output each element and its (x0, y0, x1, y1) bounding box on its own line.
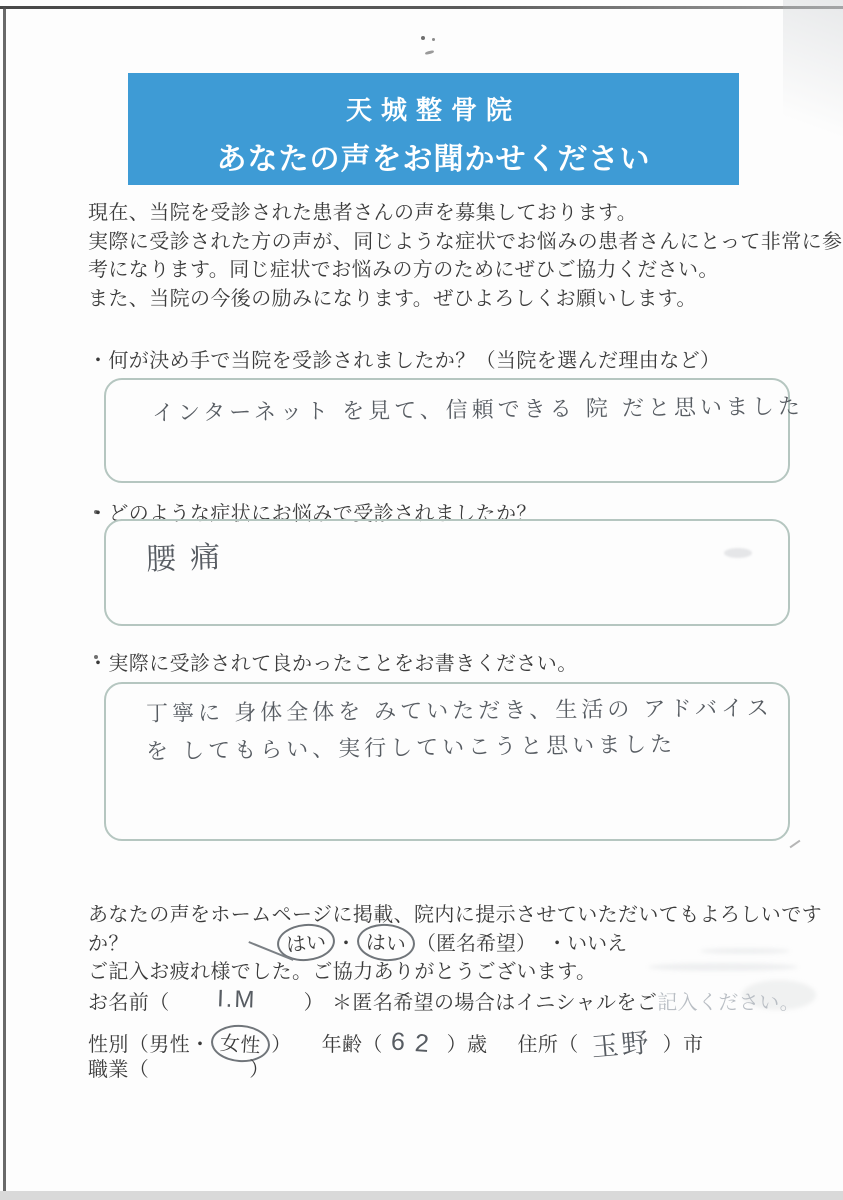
anonymous-note: （匿名希望） (416, 933, 536, 955)
scan-edge-left (3, 7, 6, 1192)
scan-edge-bottom (0, 1191, 843, 1200)
scan-corner-shade (783, 0, 843, 210)
dust-speck (790, 840, 801, 849)
occupation-label-open: 職業（ (88, 1059, 150, 1081)
option-separator: ・ (547, 933, 568, 955)
name-field (170, 985, 304, 1016)
anonymous-instruction-faded: 記入ください。 (657, 992, 801, 1014)
address-label-open: 住所（ (517, 1034, 579, 1056)
option-yes-label: はい (285, 931, 328, 957)
handwritten-name-initials: I.M (216, 985, 257, 1014)
intro-line: また、当院の今後の励みになります。ぜひよろしくお願いします。 (88, 287, 697, 310)
permission-question: あなたの声をホームページに掲載、院内に提示させていただいてもよろしいですか？ (88, 904, 822, 955)
gender-female-label: 女性 (219, 1032, 262, 1058)
option-separator: ・ (336, 933, 356, 955)
dust-speck (425, 50, 434, 55)
dust-speck (432, 38, 435, 41)
handwritten-address: 玉野 (589, 1027, 653, 1063)
age-label-open: 年齢（ (321, 1034, 383, 1056)
anonymous-instruction: ＊匿名希望の場合はイニシャルをご (332, 992, 658, 1014)
scan-edge-top (0, 6, 843, 9)
option-yes-anonymous-label: はい (365, 931, 407, 957)
occupation-label-close: ） (249, 1059, 270, 1081)
banner-title: あなたの声をお聞かせください (216, 143, 651, 176)
name-label-close: ） (303, 992, 325, 1014)
name-row (88, 986, 800, 1016)
scan-smudge (648, 963, 798, 971)
intro-line: 現在、当院を受診された患者さんの声を募集しております。 (88, 202, 638, 224)
intro-paragraph (88, 199, 842, 313)
handwritten-answer-3-line-1: 丁寧に 身体全体を みていただき、生活の アドバイス (145, 695, 773, 726)
address-label-close: ）市 (662, 1034, 704, 1056)
handwritten-age: 62 (389, 1027, 440, 1059)
handwritten-answer-2: 腰痛 (145, 540, 235, 577)
occupation-row (88, 1053, 270, 1082)
header-banner (128, 73, 739, 185)
question-3-label: ・実際に受診されて良かったことをお書きください。 (88, 653, 578, 675)
name-label-open: お名前（ (88, 992, 170, 1014)
handwritten-answer-1: インターネット を見て、信頼できる 院 だと思いました (151, 393, 805, 426)
age-label-close: ）歳 (446, 1034, 488, 1056)
clinic-name: 天城整骨院 (345, 95, 521, 125)
intro-line: 実際に受診された方の声が、同じような症状でお悩みの患者さんにとって非常に参 (88, 230, 843, 253)
intro-line: 考になります。同じ症状でお悩みの方のためにぜひご協力ください。 (88, 259, 719, 281)
dust-speck (421, 36, 425, 40)
handwritten-answer-3-line-2: を してもらい、実行していこうと思いました (145, 731, 677, 764)
gender-label-open: 性別（男性・ (88, 1034, 211, 1056)
question-1-label: ・何が決め手で当院を受診されましたか？（当院を選んだ理由など） (88, 350, 721, 372)
thanks-line: ご記入お疲れ様でした。ご協力ありがとうございます。 (88, 961, 597, 983)
question-2-label: ・どのような症状にお悩みで受診されましたか？ (88, 503, 537, 525)
option-no-label: いいえ (567, 933, 628, 955)
gender-label-close: ） (271, 1034, 292, 1056)
